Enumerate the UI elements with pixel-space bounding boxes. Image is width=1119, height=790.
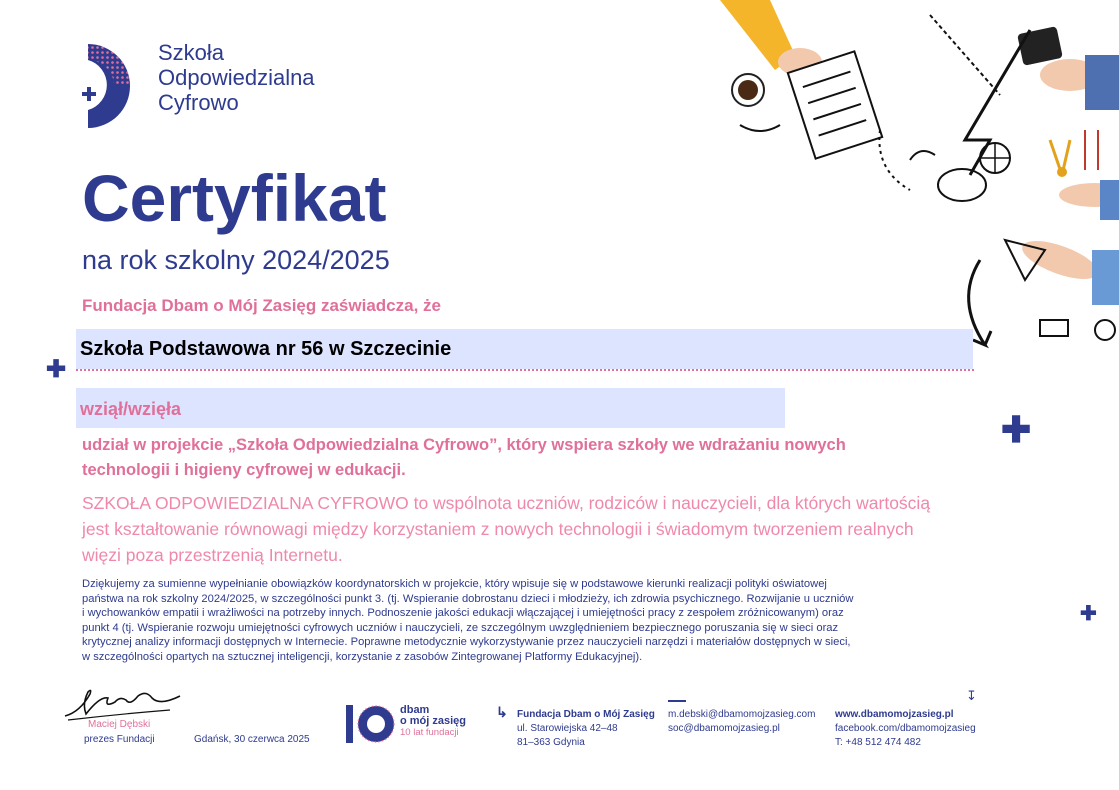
arrow-down-icon: ↧ bbox=[966, 688, 977, 703]
email-link-1[interactable]: m.debski@dbamomojzasieg.com bbox=[668, 709, 816, 720]
thanks-line: Dziękujemy za sumienne wypełnianie obowiązków koordynatorskich w projekcie, który wpisuje się w podstawowe kierunki realizacji polityki oświatowej bbox=[82, 578, 827, 590]
hands-doodles-illustration bbox=[700, 0, 1119, 370]
address-block bbox=[517, 708, 655, 750]
participation-line-2: technologii i higieny cyfrowej w edukacji. bbox=[82, 461, 406, 479]
org-logo-line-2: o mój zasięg bbox=[400, 715, 467, 727]
description-line-2: jest kształtowanie równowagi między korzystaniem z nowych technologii i świadomym tworzeniem realnych bbox=[82, 519, 914, 539]
school-name: Szkoła Podstawowa nr 56 w Szczecinie bbox=[80, 338, 452, 360]
description-line-1: SZKOŁA ODPOWIEDZIALNA CYFROWO to wspólnota uczniów, rodziców i nauczycieli, dla których wartością bbox=[82, 493, 931, 513]
contact-block bbox=[835, 708, 976, 750]
signer-name: Maciej Dębski bbox=[88, 719, 151, 730]
place-and-date: Gdańsk, 30 czerwca 2025 bbox=[194, 734, 310, 745]
logo-line-1: Szkoła bbox=[158, 40, 225, 65]
certificate-intro: Fundacja Dbam o Mój Zasięg zaświadcza, że bbox=[82, 296, 441, 315]
took-part-field bbox=[76, 388, 785, 428]
thanks-line: i wychowanków empatii i wrażliwości na potrzeby innych. Podnoszenie jakości edukacji włączającej i umiejętności pracy z zespołem zróżnicowanym) oraz bbox=[82, 607, 844, 619]
signer-role: prezes Fundacji bbox=[84, 734, 155, 745]
school-logo-text bbox=[158, 40, 315, 115]
email-link-2[interactable]: soc@dbamomojzasieg.pl bbox=[668, 723, 780, 734]
foundation-logo-text bbox=[400, 705, 466, 738]
participation-text bbox=[82, 433, 912, 483]
street-address: ul. Starowiejska 42–48 bbox=[517, 723, 618, 734]
description-line-3: więzi poza przestrzenią Internetu. bbox=[82, 545, 343, 565]
thanks-line: w szczególności opartych na sztucznej inteligencji, korzystanie z zasobów Zintegrowanej Platformy Edukacyjnej). bbox=[82, 650, 643, 663]
certificate-subtitle: na rok szkolny 2024/2025 bbox=[82, 245, 390, 275]
logo-line-3: Cyfrowo bbox=[158, 90, 239, 115]
email-block bbox=[668, 708, 815, 736]
thanks-paragraph bbox=[82, 577, 982, 664]
took-part-label: wziął/wzięła bbox=[80, 399, 182, 419]
dash-divider bbox=[668, 700, 686, 702]
school-logo-mark bbox=[80, 40, 142, 132]
logo-line-2: Odpowiedzialna bbox=[158, 65, 315, 90]
org-logo-line-1: dbam bbox=[400, 704, 430, 716]
certificate-title: Certyfikat bbox=[82, 161, 387, 235]
plus-icon: ✚ bbox=[1001, 409, 1032, 450]
participation-line-1: udział w projekcie „Szkoła Odpowiedzialna Cyfrowo”, który wspiera szkoły we wdrażaniu nowych bbox=[82, 436, 846, 454]
city-address: 81–363 Gdynia bbox=[517, 737, 585, 748]
org-name: Fundacja Dbam o Mój Zasięg bbox=[517, 709, 655, 720]
dotted-divider bbox=[76, 369, 974, 371]
plus-icon: ✚ bbox=[46, 356, 67, 383]
phone-number: T: +48 512 474 482 bbox=[835, 737, 921, 748]
thanks-line: punkt 4 (tj. Wspieranie rozwoju umiejętności cyfrowych uczniów i nauczycieli, ze szczególnym uwzględnieniem bezpiecznego poruszania się w sieci oraz bbox=[82, 621, 839, 634]
signature-image bbox=[60, 684, 190, 724]
thanks-line: państwa na rok szkolny 2024/2025, w szczególności punkt 3. (tj. Wspieranie dobrostanu dzieci i młodzieży, ich zdrowia psychicznego. Rozwijanie u uczniów bbox=[82, 592, 854, 605]
program-description bbox=[82, 490, 982, 568]
website-link[interactable]: www.dbamomojzasieg.pl bbox=[835, 709, 954, 720]
facebook-link[interactable]: facebook.com/dbamomojzasieg bbox=[835, 723, 976, 734]
org-logo-line-3: 10 lat fundacji bbox=[400, 727, 459, 738]
plus-icon: ✚ bbox=[1080, 603, 1097, 625]
thanks-line: krytycznej analizy informacji dostępnych w Internecie. Poprawne metodycznie wykorzystywanie przez nauczycieli narzędzi i materiałów dostępnych w sieci, bbox=[82, 636, 851, 648]
arrow-down-right-icon: ↳ bbox=[496, 704, 508, 720]
foundation-logo-mark bbox=[344, 702, 396, 746]
